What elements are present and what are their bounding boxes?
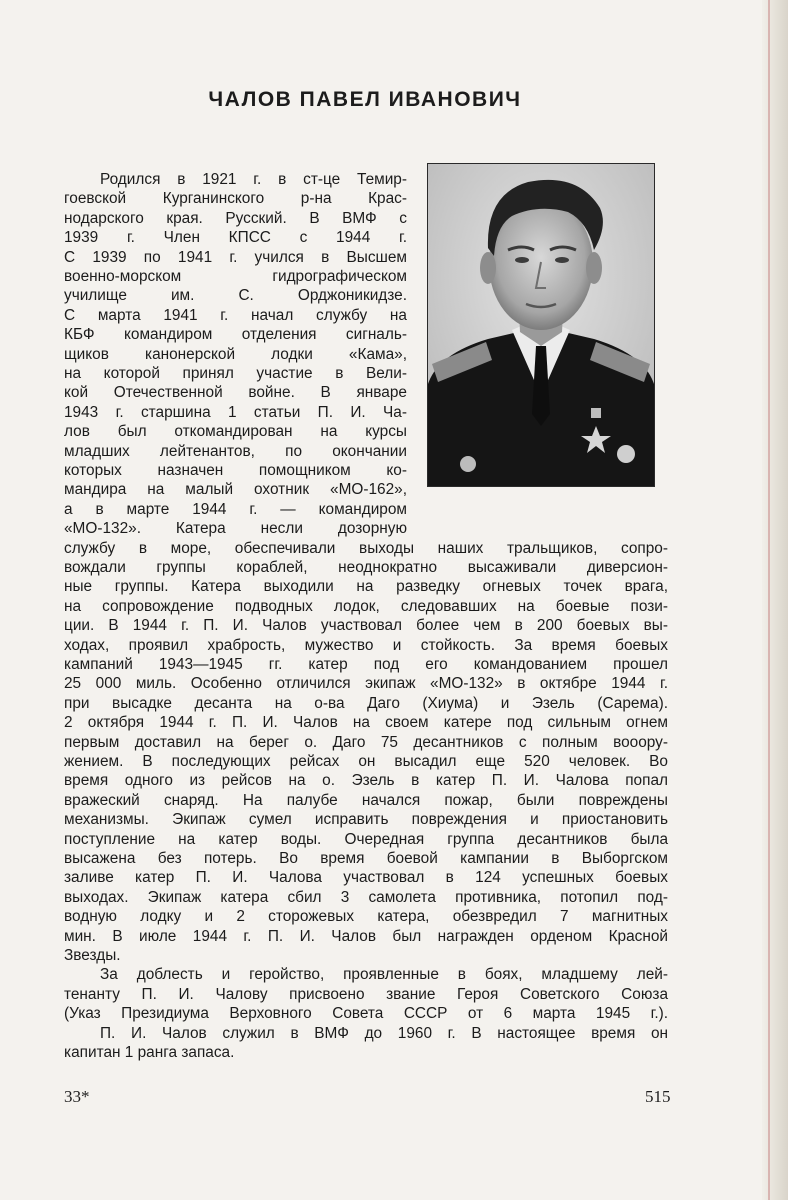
text-line: на которой принял участие в Вели- — [64, 365, 407, 382]
text-line: жением. В последующих рейсах он высадил еще 520 человек. Во — [64, 753, 668, 770]
text-line: За доблесть и геройство, проявленные в боях, младшему лей- — [100, 966, 668, 984]
text-line: первым доставил на берег о. Даго 75 десантников с полным вооору- — [64, 733, 668, 751]
text-line: вождали группы кораблей, неоднократно высаживали диверсион- — [64, 559, 668, 576]
text-line: вражеский снаряд. На палубе начался пожар, были повреждены — [64, 791, 668, 809]
signature-mark: 33* — [64, 1087, 90, 1106]
text-line: заливе катер П. И. Чалова участвовал в 124 успешных боевых — [64, 869, 668, 887]
text-line: кой Отечественной войне. В январе — [64, 384, 407, 402]
text-line: ходах, проявил храбрость, мужество и стойкость. За время боевых — [64, 636, 668, 654]
text-line: механизмы. Экипаж сумел исправить повреждения и приостановить — [64, 811, 668, 829]
page-title: ЧАЛОВ ПАВЕЛ ИВАНОВИЧ — [208, 88, 522, 111]
text-line: а в марте 1944 г. — командиром — [64, 500, 407, 518]
text-line: 2 октября 1944 г. П. И. Чалов на своем катере под сильным огнем — [64, 714, 668, 732]
text-line: «МО-132». Катера несли дозорную — [64, 520, 407, 538]
text-line: Звезды. — [64, 947, 121, 964]
text-line: водную лодку и 2 сторожевых катера, обезвредил 7 магнитных — [64, 908, 668, 926]
text-line: нодарского края. Русский. В ВМФ с — [64, 209, 407, 227]
text-line: ции. В 1944 г. П. И. Чалов участвовал более чем в 200 боевых вы- — [64, 617, 668, 635]
text-line: которых назначен помощником ко- — [64, 462, 407, 479]
text-line: Родился в 1921 г. в ст-це Темир- — [100, 171, 407, 188]
text-line: на сопровождение подводных лодок, следовавших на боевые пози- — [64, 597, 668, 615]
text-line: кампаний 1943—1945 гг. катер под его командованием прошел — [64, 656, 668, 673]
text-line: 1943 г. старшина 1 статьи П. И. Ча- — [64, 403, 407, 421]
text-line: лов был откомандирован на курсы — [64, 423, 407, 441]
text-line: военно-морском гидрографическом — [64, 268, 407, 285]
page-edge-mark — [768, 0, 770, 1200]
page-number: 515 — [645, 1087, 671, 1106]
text-line: училище им. С. Орджоникидзе. — [64, 287, 407, 305]
text-line: С марта 1941 г. начал службу на — [64, 306, 407, 324]
portrait-image — [428, 164, 654, 486]
text-line: поступление на катер воды. Очередная группа десантников была — [64, 830, 668, 848]
text-line: П. И. Чалов служил в ВМФ до 1960 г. В настоящее время он — [100, 1024, 668, 1042]
text-line: высажена без потерь. Во время боевой кампании в Выборгском — [64, 850, 668, 867]
text-line: мандира на малый охотник «МО-162», — [64, 481, 407, 499]
page-edge — [762, 0, 788, 1200]
text-line: 25 000 миль. Особенно отличился экипаж «МО-132» в октябре 1944 г. — [64, 675, 668, 693]
text-line: щиков канонерской лодки «Кама», — [64, 345, 407, 363]
text-line: при высадке десанта на о-ва Даго (Хиума) и Эзель (Сарема). — [64, 694, 668, 712]
text-line: 1939 г. Член КПСС с 1944 г. — [64, 229, 407, 247]
text-line: мин. В июле 1944 г. П. И. Чалов был награжден орденом Красной — [64, 927, 668, 945]
text-line: службу в море, обеспечивали выходы наших тральщиков, сопро- — [64, 539, 668, 557]
text-line: КБФ командиром отделения сигналь- — [64, 326, 407, 344]
text-line: тенанту П. И. Чалову присвоено звание Героя Советского Союза — [64, 985, 668, 1003]
text-line: выходах. Экипаж катера сбил 3 самолета противника, потопил под- — [64, 888, 668, 906]
text-line: С 1939 по 1941 г. учился в Высшем — [64, 248, 407, 266]
portrait-photo — [427, 163, 655, 487]
text-line: младших лейтенантов, по окончании — [64, 442, 407, 460]
text-line: капитан 1 ранга запаса. — [64, 1044, 235, 1061]
text-line: время одного из рейсов на о. Эзель в катер П. И. Чалова попал — [64, 772, 668, 790]
text-line: гоевской Курганинского р-на Крас- — [64, 190, 407, 208]
text-line: (Указ Президиума Верховного Совета СССР от 6 марта 1945 г.). — [64, 1005, 668, 1023]
text-line: ные группы. Катера выходили на разведку огневых точек врага, — [64, 578, 668, 596]
